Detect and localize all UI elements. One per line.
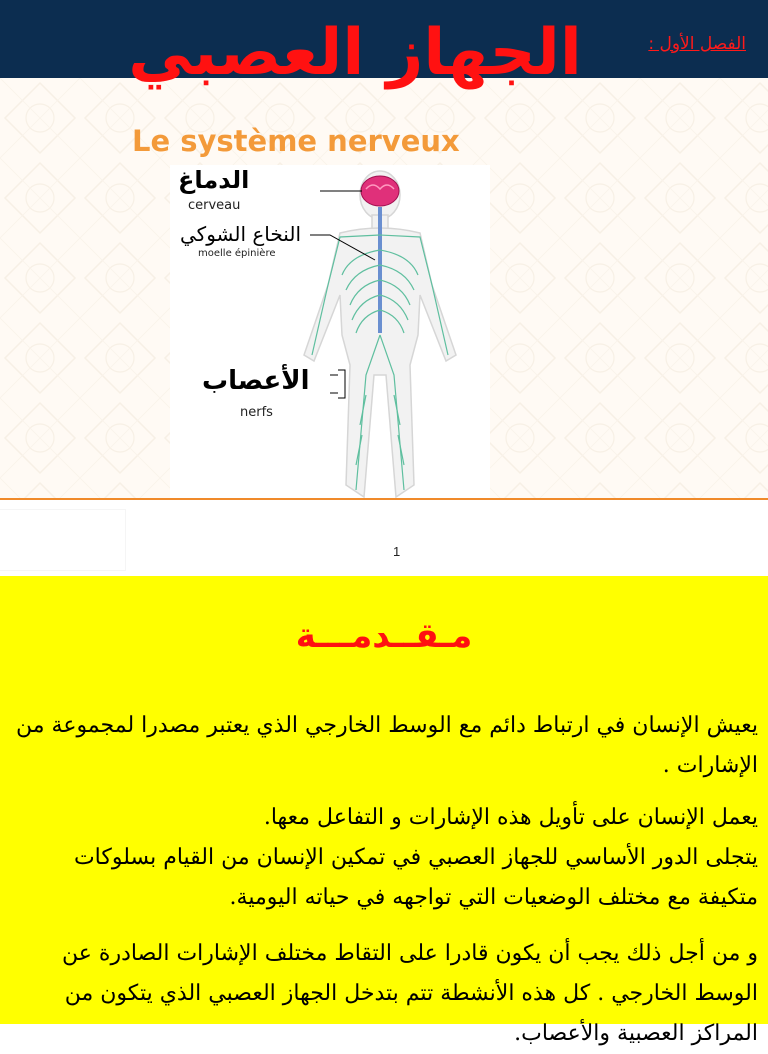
corner-box (0, 510, 125, 570)
nerves-label-ar: الأعصاب (202, 366, 310, 396)
brain-shape (361, 176, 399, 206)
paragraph-1: يعيش الإنسان في ارتباط دائم مع الوسط الخارجي الذي يعتبر مصدرا لمجموعة من الإشارات . (16, 713, 758, 778)
nervous-system-figure (170, 165, 490, 505)
slide-subtitle: Le système nerveux (132, 124, 460, 158)
spine-label-ar: النخاع الشوكي (180, 222, 301, 246)
paragraph-2: يعمل الإنسان على تأويل هذه الإشارات و التفاعل معها. (263, 805, 758, 830)
spine-label-fr: moelle épinière (198, 248, 276, 259)
brain-label-ar: الدماغ (178, 166, 250, 194)
divider-line (0, 498, 768, 500)
slide-title: الجهاز العصبي (128, 16, 582, 90)
brain-label-fr: cerveau (188, 198, 241, 213)
intro-heading: مـقــدمـــة (295, 616, 473, 656)
nerves-label-fr: nerfs (240, 405, 273, 420)
page-number: 1 (393, 544, 401, 559)
paragraph-3: يتجلى الدور الأساسي للجهاز العصبي في تمكين الإنسان من القيام بسلوكات متكيفة مع مختلف الوضعيات التي تواجهه في حياته اليومية. (73, 845, 758, 910)
chapter-label: الفصل الأول : (648, 34, 746, 54)
paragraph-4: و من أجل ذلك يجب أن يكون قادرا على التقاط مختلف الإشارات الصادرة عن الوسط الخارجي . كل هذه الأنشطة تتم بتدخل الجهاز العصبي الذي يتكون من المراكز العصبية والأعصاب. (62, 941, 758, 1046)
slide-2 (0, 576, 768, 1046)
